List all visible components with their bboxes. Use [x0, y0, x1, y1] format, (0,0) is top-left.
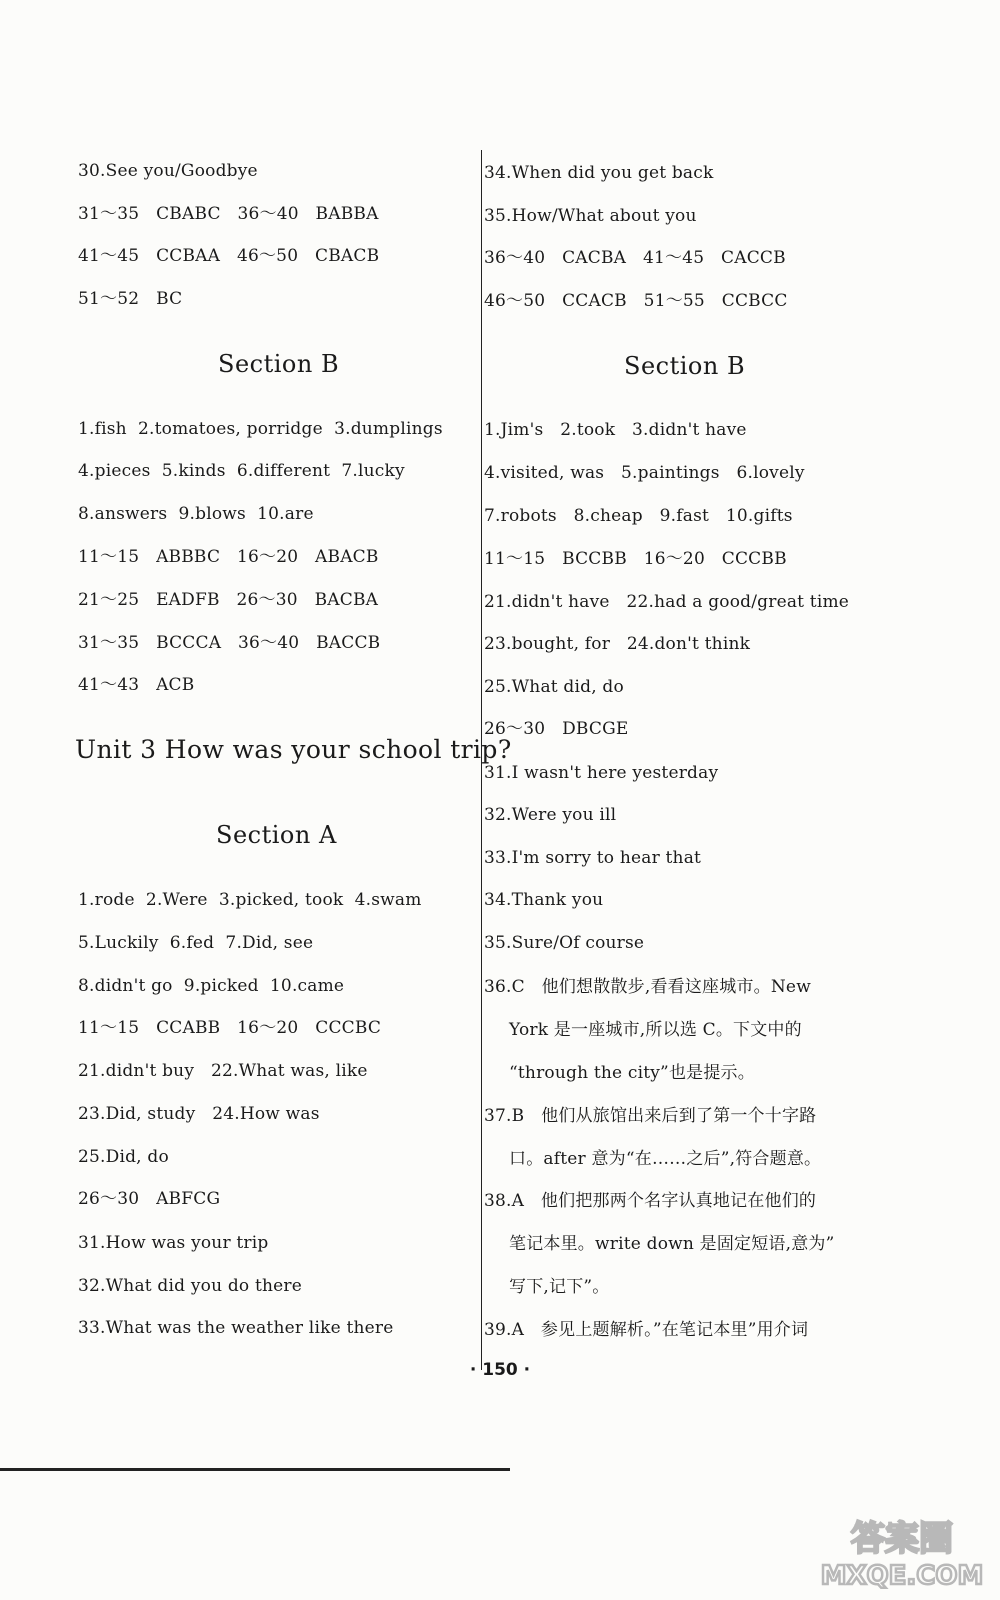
answer-line: 26～30 ABFCG: [78, 1189, 221, 1209]
answer-line: 11～15 BCCBB 16～20 CCCBB: [484, 549, 787, 569]
answer-line: 33.What was the weather like there: [78, 1318, 394, 1338]
section-heading: Section A: [216, 821, 337, 849]
answer-line: 30.See you/Goodbye: [78, 161, 258, 181]
explanation-line: 37.B 他们从旅馆出来后到了第一个十字路: [484, 1106, 817, 1126]
explanation-line: 口。after 意为“在……之后”,符合题意。: [509, 1149, 822, 1169]
section-heading: Section B: [624, 352, 746, 380]
answer-line: 51～52 BC: [78, 289, 183, 309]
answer-line: 4.visited, was 5.paintings 6.lovely: [484, 463, 805, 483]
answer-line: 35.Sure/Of course: [484, 933, 645, 953]
answer-line: 23.bought, for 24.don't think: [484, 634, 751, 654]
answer-line: 1.Jim's 2.took 3.didn't have: [484, 420, 747, 440]
answer-line: 21～25 EADFB 26～30 BACBA: [78, 590, 379, 610]
answer-line: 11～15 CCABB 16～20 CCCBC: [78, 1018, 382, 1038]
explanation-line: 39.A 参见上题解析。”在笔记本里”用介词: [484, 1320, 809, 1340]
answer-line: 41～43 ACB: [78, 675, 195, 695]
answer-line: 21.didn't buy 22.What was, like: [78, 1061, 368, 1081]
explanation-line: 38.A 他们把那两个名字认真地记在他们的: [484, 1191, 817, 1211]
explanation-line: “through the city”也是提示。: [509, 1063, 755, 1083]
page-number: · 150 ·: [469, 1360, 531, 1380]
answer-line: 34.When did you get back: [484, 163, 714, 183]
answer-line: 35.How/What about you: [484, 206, 697, 226]
explanation-line: 笔记本里。write down 是固定短语,意为”: [509, 1234, 835, 1254]
answer-line: 8.answers 9.blows 10.are: [78, 504, 314, 524]
answer-line: 23.Did, study 24.How was: [78, 1104, 320, 1124]
answer-line: 46～50 CCACB 51～55 CCBCC: [484, 291, 788, 311]
answer-line: 31～35 CBABC 36～40 BABBA: [78, 204, 379, 224]
answer-line: 33.I'm sorry to hear that: [484, 848, 702, 868]
answer-line: 7.robots 8.cheap 9.fast 10.gifts: [484, 506, 793, 526]
svg-text:答案圈: 答案圈: [851, 1519, 953, 1559]
answer-line: 31.How was your trip: [78, 1233, 269, 1253]
answer-line: 25.What did, do: [484, 677, 624, 697]
answer-line: 11～15 ABBBC 16～20 ABACB: [78, 547, 379, 567]
answer-line: 26～30 DBCGE: [484, 719, 629, 739]
answer-line: 31～35 BCCCA 36～40 BACCB: [78, 633, 381, 653]
answer-line: 41～45 CCBAA 46～50 CBACB: [78, 246, 380, 266]
answer-line: 1.rode 2.Were 3.picked, took 4.swam: [78, 890, 422, 910]
section-heading: Section B: [218, 350, 340, 378]
answer-line: 4.pieces 5.kinds 6.different 7.lucky: [78, 461, 405, 481]
answer-line: 8.didn't go 9.picked 10.came: [78, 976, 345, 996]
explanation-line: 写下,记下”。: [509, 1277, 610, 1297]
footer-rule: [0, 1468, 510, 1471]
answer-line: 34.Thank you: [484, 890, 604, 910]
answer-line: 5.Luckily 6.fed 7.Did, see: [78, 933, 314, 953]
answer-line: 36～40 CACBA 41～45 CACCB: [484, 248, 786, 268]
unit-title: Unit 3 How was your school trip?: [75, 735, 512, 764]
explanation-line: 36.C 他们想散散步,看看这座城市。New: [484, 977, 811, 997]
svg-text:MXQE.COM: MXQE.COM: [820, 1561, 984, 1591]
answer-line: 21.didn't have 22.had a good/great time: [484, 592, 850, 612]
answer-line: 32.Were you ill: [484, 805, 617, 825]
answer-line: 31.I wasn't here yesterday: [484, 763, 719, 783]
watermark-logo: [812, 1512, 992, 1592]
answer-line: 25.Did, do: [78, 1147, 169, 1167]
column-divider: [481, 150, 482, 1370]
answer-line: 1.fish 2.tomatoes, porridge 3.dumplings: [78, 419, 443, 439]
answer-line: 32.What did you do there: [78, 1276, 302, 1296]
explanation-line: York 是一座城市,所以选 C。下文中的: [509, 1020, 802, 1040]
